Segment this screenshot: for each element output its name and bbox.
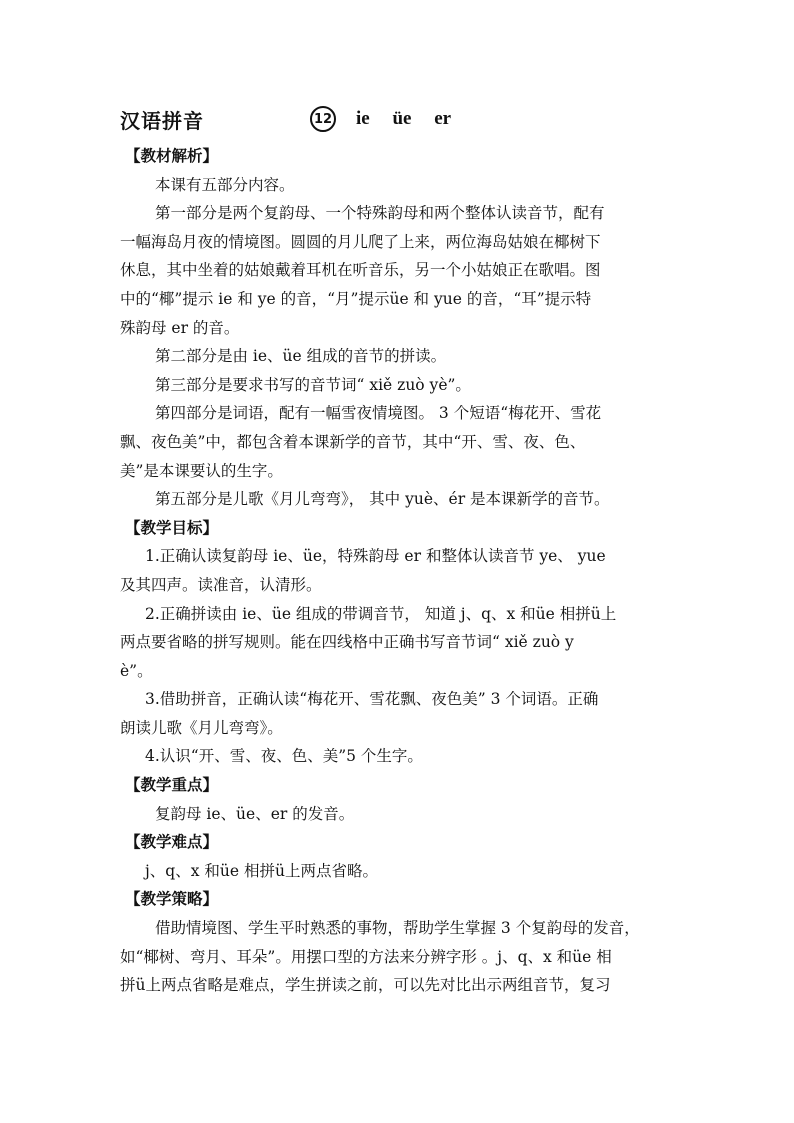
paragraph-line: 及其四声。读准音，认清形。: [120, 575, 322, 594]
section-heading: 【教学策略】: [125, 889, 219, 909]
paragraph-line: 4.认识“开、雪、夜、色、美”5 个生字。: [145, 747, 423, 766]
paragraph-line: 第二部分是由 ie、üe 组成的音节的拼读。: [155, 347, 447, 366]
paragraph-line: 中的“椰”提示 ie 和 ye 的音，“月”提示üe 和 yue 的音，“耳”提示特: [120, 289, 592, 308]
paragraph-line: 休息，其中坐着的姑娘戴着耳机在听音乐，另一个小姑娘正在歌唱。图: [120, 261, 601, 280]
paragraph-line: è”。: [120, 661, 153, 680]
paragraph-line: 美”是本课要认的生字。: [120, 461, 283, 480]
paragraph-line: 朗读儿歌《月儿弯弯》。: [120, 718, 283, 737]
lesson-number-badge: 12: [310, 106, 336, 132]
paragraph-line: 飘、夜色美”中，都包含着本课新学的音节，其中“开、雪、夜、色、: [120, 432, 586, 451]
subject-title: 汉语拼音: [120, 108, 204, 133]
paragraph-line: 3.借助拼音，正确认读“梅花开、雪花飘、夜色美” 3 个词语。正确: [145, 690, 599, 709]
paragraph-line: 2.正确拼读由 ie、üe 组成的带调音节， 知道 j、q、x 和üe 相拼ü上: [145, 604, 617, 623]
paragraph-line: 复韵母 ie、üe、er 的发音。: [155, 804, 355, 823]
document-body: [120, 142, 676, 1000]
section-heading: 【教学目标】: [125, 517, 219, 537]
lesson-title: [120, 104, 451, 134]
paragraph-line: 第一部分是两个复韵母、一个特殊韵母和两个整体认读音节，配有: [155, 204, 605, 223]
section-heading: 【教材解析】: [125, 146, 219, 165]
paragraph-line: 如“椰树、弯月、耳朵”。用摆口型的方法来分辨字形 。j、q、x 和üe 相: [120, 947, 612, 966]
paragraph-line: 拼ü上两点省略是难点，学生拼读之前，可以先对比出示两组音节，复习: [120, 976, 611, 995]
paragraph-line: 借助情境图、学生平时熟悉的事物，帮助学生掌握 3 个复韵母的发音，: [155, 919, 640, 938]
paragraph-line: 第五部分是儿歌《月儿弯弯》， 其中 yuè、ér 是本课新学的音节。: [155, 490, 610, 509]
paragraph-line: j、q、x 和üe 相拼ü上两点省略。: [145, 861, 378, 880]
paragraph-line: 殊韵母 er 的音。: [120, 318, 240, 337]
paragraph-line: 本课有五部分内容。: [155, 175, 295, 194]
paragraph-line: 1.正确认读复韵母 ie、üe，特殊韵母 er 和整体认读音节 ye、 yue: [145, 547, 606, 566]
paragraph-line: 第三部分是要求书写的音节词“ xiě zuò yè”。: [155, 375, 471, 394]
paragraph-line: 第四部分是词语，配有一幅雪夜情境图。 3 个短语“梅花开、雪花: [155, 404, 602, 423]
paragraph-line: 两点要省略的拼写规则。能在四线格中正确书写音节词“ xiě zuò y: [120, 633, 574, 652]
lesson-pinyin: ie üe er: [356, 108, 452, 129]
section-heading: 【教学难点】: [125, 832, 219, 852]
paragraph-line: 一幅海岛月夜的情境图。圆圆的月儿爬了上来，两位海岛姑娘在椰树下: [120, 232, 601, 251]
section-heading: 【教学重点】: [125, 775, 219, 795]
